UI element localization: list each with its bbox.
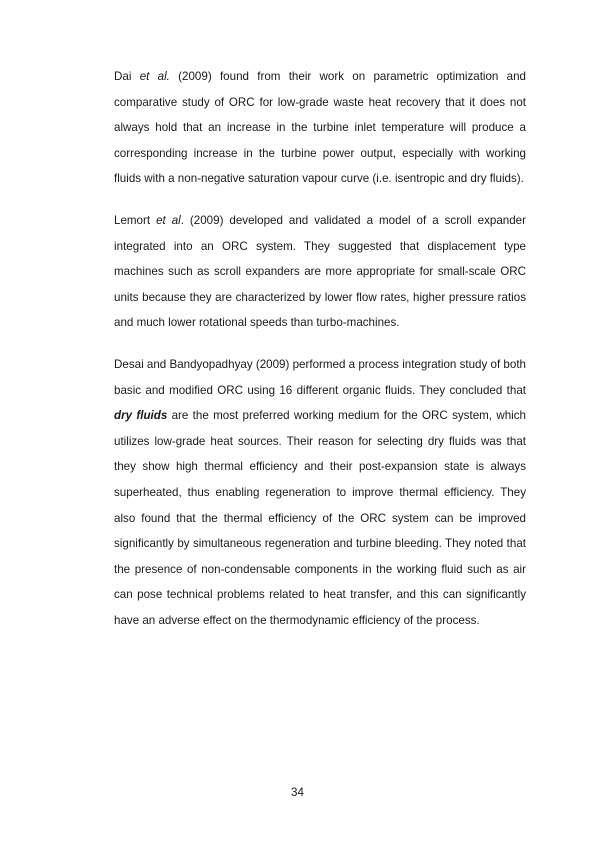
segment-italic: et al. [139, 70, 170, 83]
segment: (2009) found from their work on parametric optimization and comparative study of ORC for low-grade waste heat recovery that it does not always hold that an increase in the turbine inlet temperature will produce a corresponding increase in the turbine power output, especially with working fluids with a non-negative saturation vapour curve (i.e. isentropic and dry fluids). [114, 70, 527, 186]
segment: Lemort [114, 213, 157, 227]
segment: Desai and Bandyopadhyay (2009) performed a process integration study of both basic and modified ORC using 16 different organic fluids. They concluded that [114, 357, 526, 397]
paragraph-dai [114, 64, 526, 192]
body-text [114, 64, 526, 633]
dry-fluids-emphasis: dry fluids [114, 409, 168, 423]
segment: are the most preferred working medium for the ORC system, which utilizes low-grade heat sources. Their reason for selecting dry fluids was that they show high thermal efficiency and their post-expansion state is always superheated, thus enabling regeneration to improve thermal efficiency. They also found that the thermal efficiency of the ORC system can be improved significantly by simultaneous regeneration and turbine bleeding. They noted that the presence of non-condensable components in the working fluid such as air can pose technical problems related to heat transfer, and this can significantly have an adverse effect on the thermodynamic efficiency of the process. [114, 409, 526, 627]
page-number: 34 [291, 786, 304, 799]
segment: Dai [114, 70, 140, 83]
paragraph-lemort [114, 208, 526, 336]
segment-bold-italic [114, 409, 167, 422]
paragraph-desai [114, 352, 526, 634]
segment-italic: et al [156, 213, 181, 227]
segment: . (2009) developed and validated a model of a scroll expander integrated into an ORC system. They suggested that displacement type machines such as scroll expanders are more appropriate for small-scale ORC units because they are characterized by lower flow rates, higher pressure ratios and much lower rotational speeds than turbo-machines. [114, 213, 526, 330]
